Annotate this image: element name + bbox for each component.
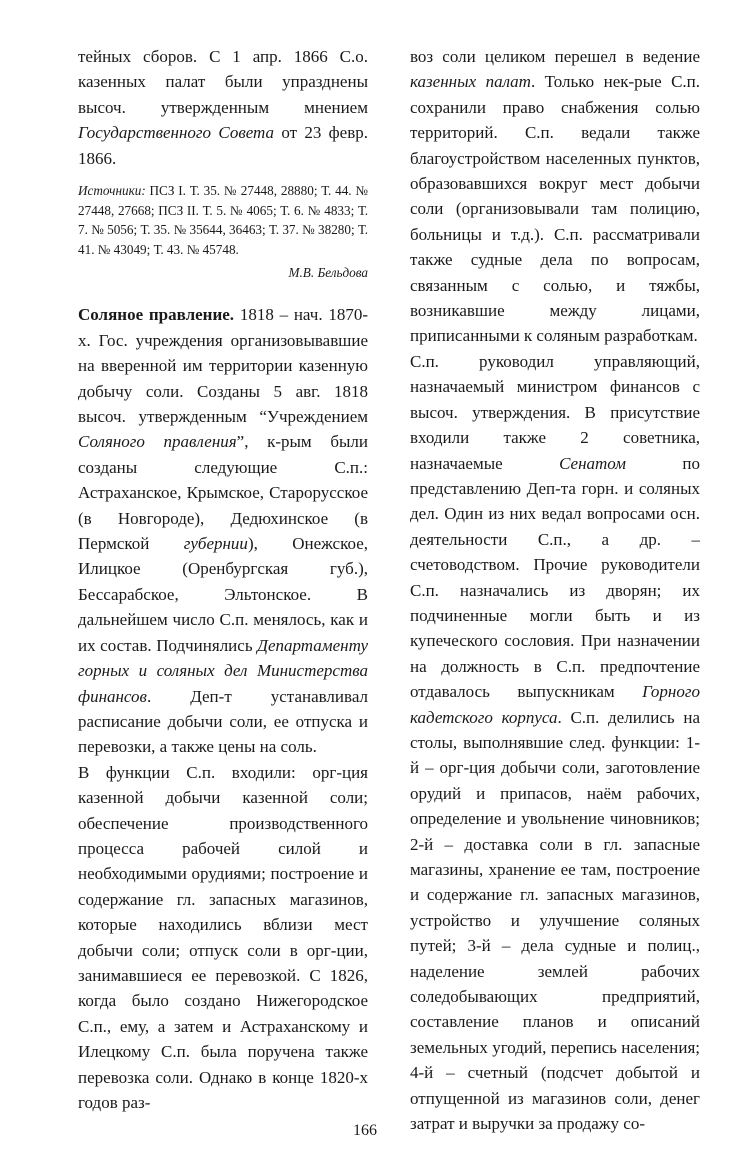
paragraph-continuation [410, 44, 700, 349]
paragraph-article-intro [78, 302, 368, 759]
text: ”, к-рым были созданы следующие С.п.: Астраханское, Крымское, Старорусское (в Новгороде), Дедюхинское (в Пермской [78, 432, 368, 554]
left-column [78, 44, 368, 1115]
link-term: Соляного правления [78, 432, 237, 452]
sources-label: Источники: [78, 183, 146, 199]
text: воз соли целиком перешел в ведение [410, 47, 700, 66]
link-term: казенных палат [410, 72, 531, 92]
text: В функции С.п. входили: орг-ция казенной добычи казенной соли; обеспечение производственного процесса рабочей силой и необходимыми орудиями; построение и содержание гл. запасных магазинов, которые находились вблизи мест добычи соли; отпуск соли в орг-ции, занимавшиеся ее перевозкой. С 1826, когда было создано Нижегородское С.п., ему, а затем и Астраханскому и Илецкому С.п. была поручена также перевозка соли. Однако в конце 1820-х годов раз- [78, 762, 368, 1112]
author-signature: М.В. Бельдова [288, 265, 368, 281]
text: по представлению Деп-та горн. и соляных дел. Один из них ведал вопросами осн. деятельности С.п., а др. – счетоводством. Прочие руководители С.п. назначались из дворян; их подчиненные могли быть и из купеческого сословия. При назначении на должность в С.п. предпочтение отдавалось выпускникам [410, 453, 700, 702]
link-term: Департаменту горных и соляных дел Министерства финансов [78, 635, 368, 706]
sources-text: ПСЗ I. Т. 35. № 27448, 28880; Т. 44. № 27448, 27668; ПСЗ II. Т. 5. № 4065; Т. 6. № 4833; Т. 7. № 5056; Т. 35. № 35644, 36463; Т. 37. № 38280; Т. 41. № 43049; Т. 43. № 45748. [78, 183, 368, 257]
text: С.п. руководил управляющий, назначаемый министром финансов с высоч. утверждения. В присутствие входили также 2 советника, назначаемые [410, 351, 700, 473]
link-term: Государственного Совета [78, 123, 275, 143]
text: тейных сборов. С 1 апр. 1866 С.о. казенных палат были упразднены высоч. утвержденным мнением [78, 47, 368, 117]
text: . Только нек-рые С.п. сохранили право снабжения солью территорий. С.п. ведали также благоустройством населенных пунктов, образовавшихся вокруг мест добычи соли (организовывали там полицию, больницы и т.д.). С.п. рассматривали также судные дела по вопросам, связанным с солью, и тяжбы, возникавшие между лицами, приписанными к соляным разработкам. [410, 72, 701, 346]
text: ), Онежское, Илицкое (Оренбургская губ.), Бессарабское, Эльтонское. В дальнейшем число С.п. менялось, как и их состав. Подчинялись [78, 534, 368, 655]
paragraph-functions [78, 760, 368, 1116]
page-number: 166 [353, 1122, 377, 1139]
link-term: Сенатом [559, 453, 626, 473]
text: . Деп-т устанавливал расписание добычи соли, ее отпуска и перевозки, а также цены на соль. [78, 686, 368, 757]
link-term: губернии [183, 534, 248, 554]
sources-block [78, 181, 368, 259]
text: от 23 февр. 1866. [78, 123, 368, 168]
right-column [410, 44, 700, 1136]
paragraph-previous-article-end [78, 44, 368, 171]
text: 1818 – нач. 1870-х. Гос. учреждения организовывавшие на вверенной им территории казенную добычу соли. Созданы 5 авг. 1818 высоч. утвержденным “Учреждением [78, 305, 368, 427]
article-headword: Соляное правление. [78, 305, 235, 325]
link-term: Горного кадетского корпуса [410, 682, 700, 727]
text: . С.п. делились на столы, выполнявшие след. функции: 1-й – орг-ция добычи соли, заготовление орудий и припасов, наём рабочих, определение и увольнение чиновников; 2-й – доставка соли в гл. запасные магазины, хранение ее там, построение и содержание гл. запасных магазинов, устройство и улучшение соляных путей; 3-й – дела судные и полиц., наделение землей рабочих соледобывающих предприятий, составление планов и описаний земельных угодий, перепись населения; 4-й – счетный (подсчет добытой и отпущенной из магазинов соли, денег затрат и выручки за продажу со- [410, 707, 700, 1134]
paragraph-management [410, 349, 700, 1137]
